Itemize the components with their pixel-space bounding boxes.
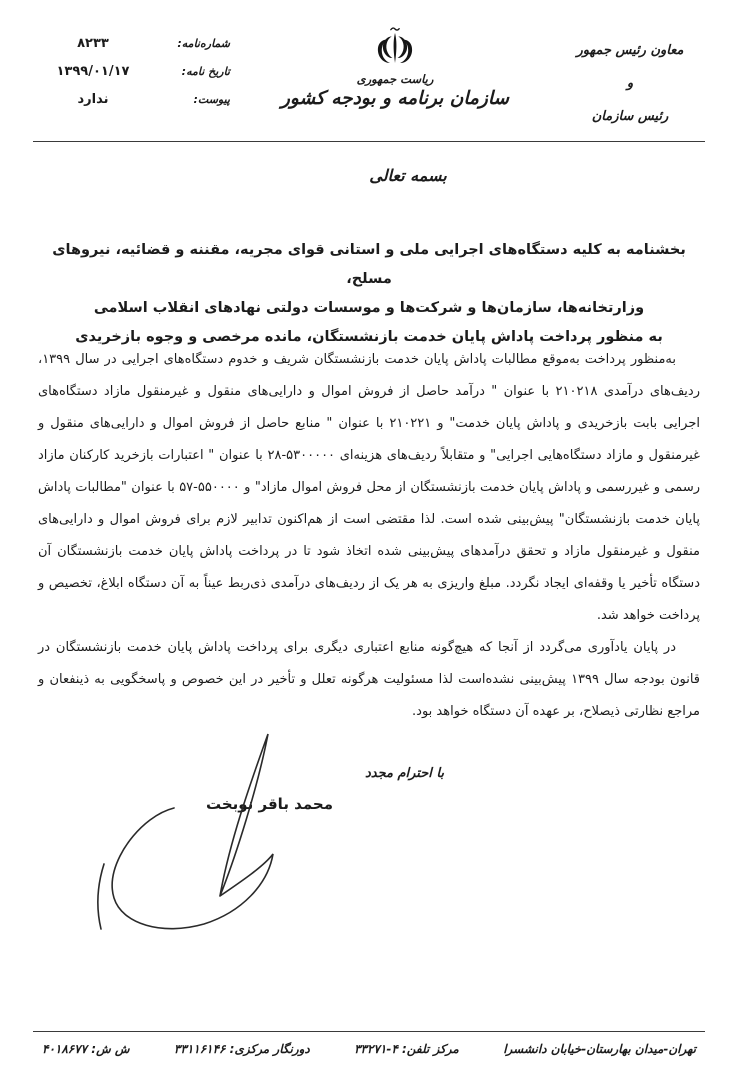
meta-row-attachment [34, 92, 230, 107]
body-paragraph-2: در پایان یادآوری می‌گردد از آنجا که هیچ‌گونه منابع اعتباری دیگری برای پرداخت پاداش پایان خدمت بازنشستگان در قانون بودجه سال ۱۳۹۹ پیش‌بینی نشده‌است لذا مسئولیت هرگونه تعلل و تأخیر در این خصوص و پاسخگویی به ذینفعان و مراجع نظارتی ذیصلاح، بر عهده آن دستگاه خواهد بود. [38, 640, 700, 719]
subject-line-1: بخشنامه به کلیه دستگاه‌های اجرایی ملی و استانی قوای مجریه، مقننه و قضائیه، نیروهای مسلح، [52, 242, 686, 287]
letter-number-label: شماره‌نامه: [177, 37, 230, 50]
org-name: سازمان برنامه و بودجه کشور [281, 88, 509, 109]
signature-salutation: با احترام مجدد [364, 766, 444, 781]
letter-date-value: ۱۳۹۹/۰۱/۱۷ [56, 64, 130, 79]
letterhead-center [270, 26, 520, 109]
letter-meta [34, 36, 230, 120]
footer-address: تهران-میدان بهارستان-خیابان دانشسرا [503, 1042, 696, 1056]
footer-fax: دورنگار مرکزی: ۳۳۱۱۶۱۴۶ [173, 1042, 310, 1056]
subject-line-2: وزارتخانه‌ها، سازمان‌ها و شرکت‌ها و موسسات دولتی نهادهای انقلاب اسلامی [93, 300, 645, 316]
role-line-3: رئیس سازمان [591, 109, 669, 124]
basmala: بسمه تعالی [369, 166, 447, 185]
meta-row-number [34, 36, 230, 51]
header-divider [33, 141, 705, 142]
signatory-name: محمد باقر نوبخت [205, 795, 333, 813]
iran-emblem-icon [375, 26, 415, 70]
role-line-1: معاون رئیس جمهور [576, 43, 684, 58]
letterhead-signatory-role [550, 34, 710, 133]
org-presidency-line: ریاست جمهوری [356, 72, 434, 86]
footer-serial: ش ش: ۴۰۱۸۶۷۷ [42, 1042, 130, 1056]
letter-date-label: تاریخ نامه: [181, 65, 230, 78]
handwritten-signature [92, 726, 302, 936]
letter-body [38, 344, 700, 728]
letter-number-value: ۸۲۳۳ [77, 36, 109, 51]
subject-block [40, 236, 698, 352]
attachment-value: ندارد [77, 92, 109, 107]
footer-divider [33, 1031, 705, 1032]
attachment-label: پیوست: [193, 93, 230, 106]
meta-row-date [34, 64, 230, 79]
footer-phone: مرکز تلفن: ۴-۳۳۲۷۱ [354, 1042, 459, 1056]
role-line-2: و [626, 76, 634, 91]
footer [42, 1042, 696, 1056]
subject-line-3: به منظور پرداخت پاداش پایان خدمت بازنشستگان، مانده مرخصی و وجوه بازخریدی [75, 329, 663, 345]
body-paragraph-1: به‌منظور پرداخت به‌موقع مطالبات پاداش پایان خدمت بازنشستگان شریف و خدوم دستگاه‌های اجرایی در سال ۱۳۹۹، ردیف‌های درآمدی ۲۱۰۲۱۸ با عنوان " درآمد حاصل از فروش اموال و دارایی‌های منقول و غیرمنقول مازاد دستگاه‌های اجرایی بابت بازخریدی و پاداش پایان خدمت" و ۲۱۰۲۲۱ با عنوان " منابع حاصل از فروش اموال و دارایی‌های منقول و غیرمنقول و مازاد دستگاه‌هایی اجرایی" و متقابلاً ردیف‌های هزینه‌ای ۵۳۰۰۰۰۰-۲۸ با عنوان " اعتبارات بازخرید کارکنان مازاد رسمی و غیررسمی و پاداش پایان خدمت بازنشستگان از محل فروش اموال مازاد" و ۵۵۰۰۰۰-۵۷ با عنوان "مطالبات پاداش پایان خدمت بازنشستگان" پیش‌بینی شده است. لذا مقتضی است از هم‌اکنون تدابیر لازم برای فروش اموال و دارایی‌های منقول و غیرمنقول مازاد و تحقق درآمدهای پیش‌بینی شده اتخاذ شود تا در پرداخت پاداش پایان خدمت بازنشستگان آن دستگاه تأخیر یا وقفه‌ای ایجاد نگردد. مبلغ واریزی به هر یک از ردیف‌های درآمدی ذی‌ربط عیناً به آن دستگاه ابلاغ، تخصیص و پرداخت خواهد شد. [38, 352, 700, 623]
